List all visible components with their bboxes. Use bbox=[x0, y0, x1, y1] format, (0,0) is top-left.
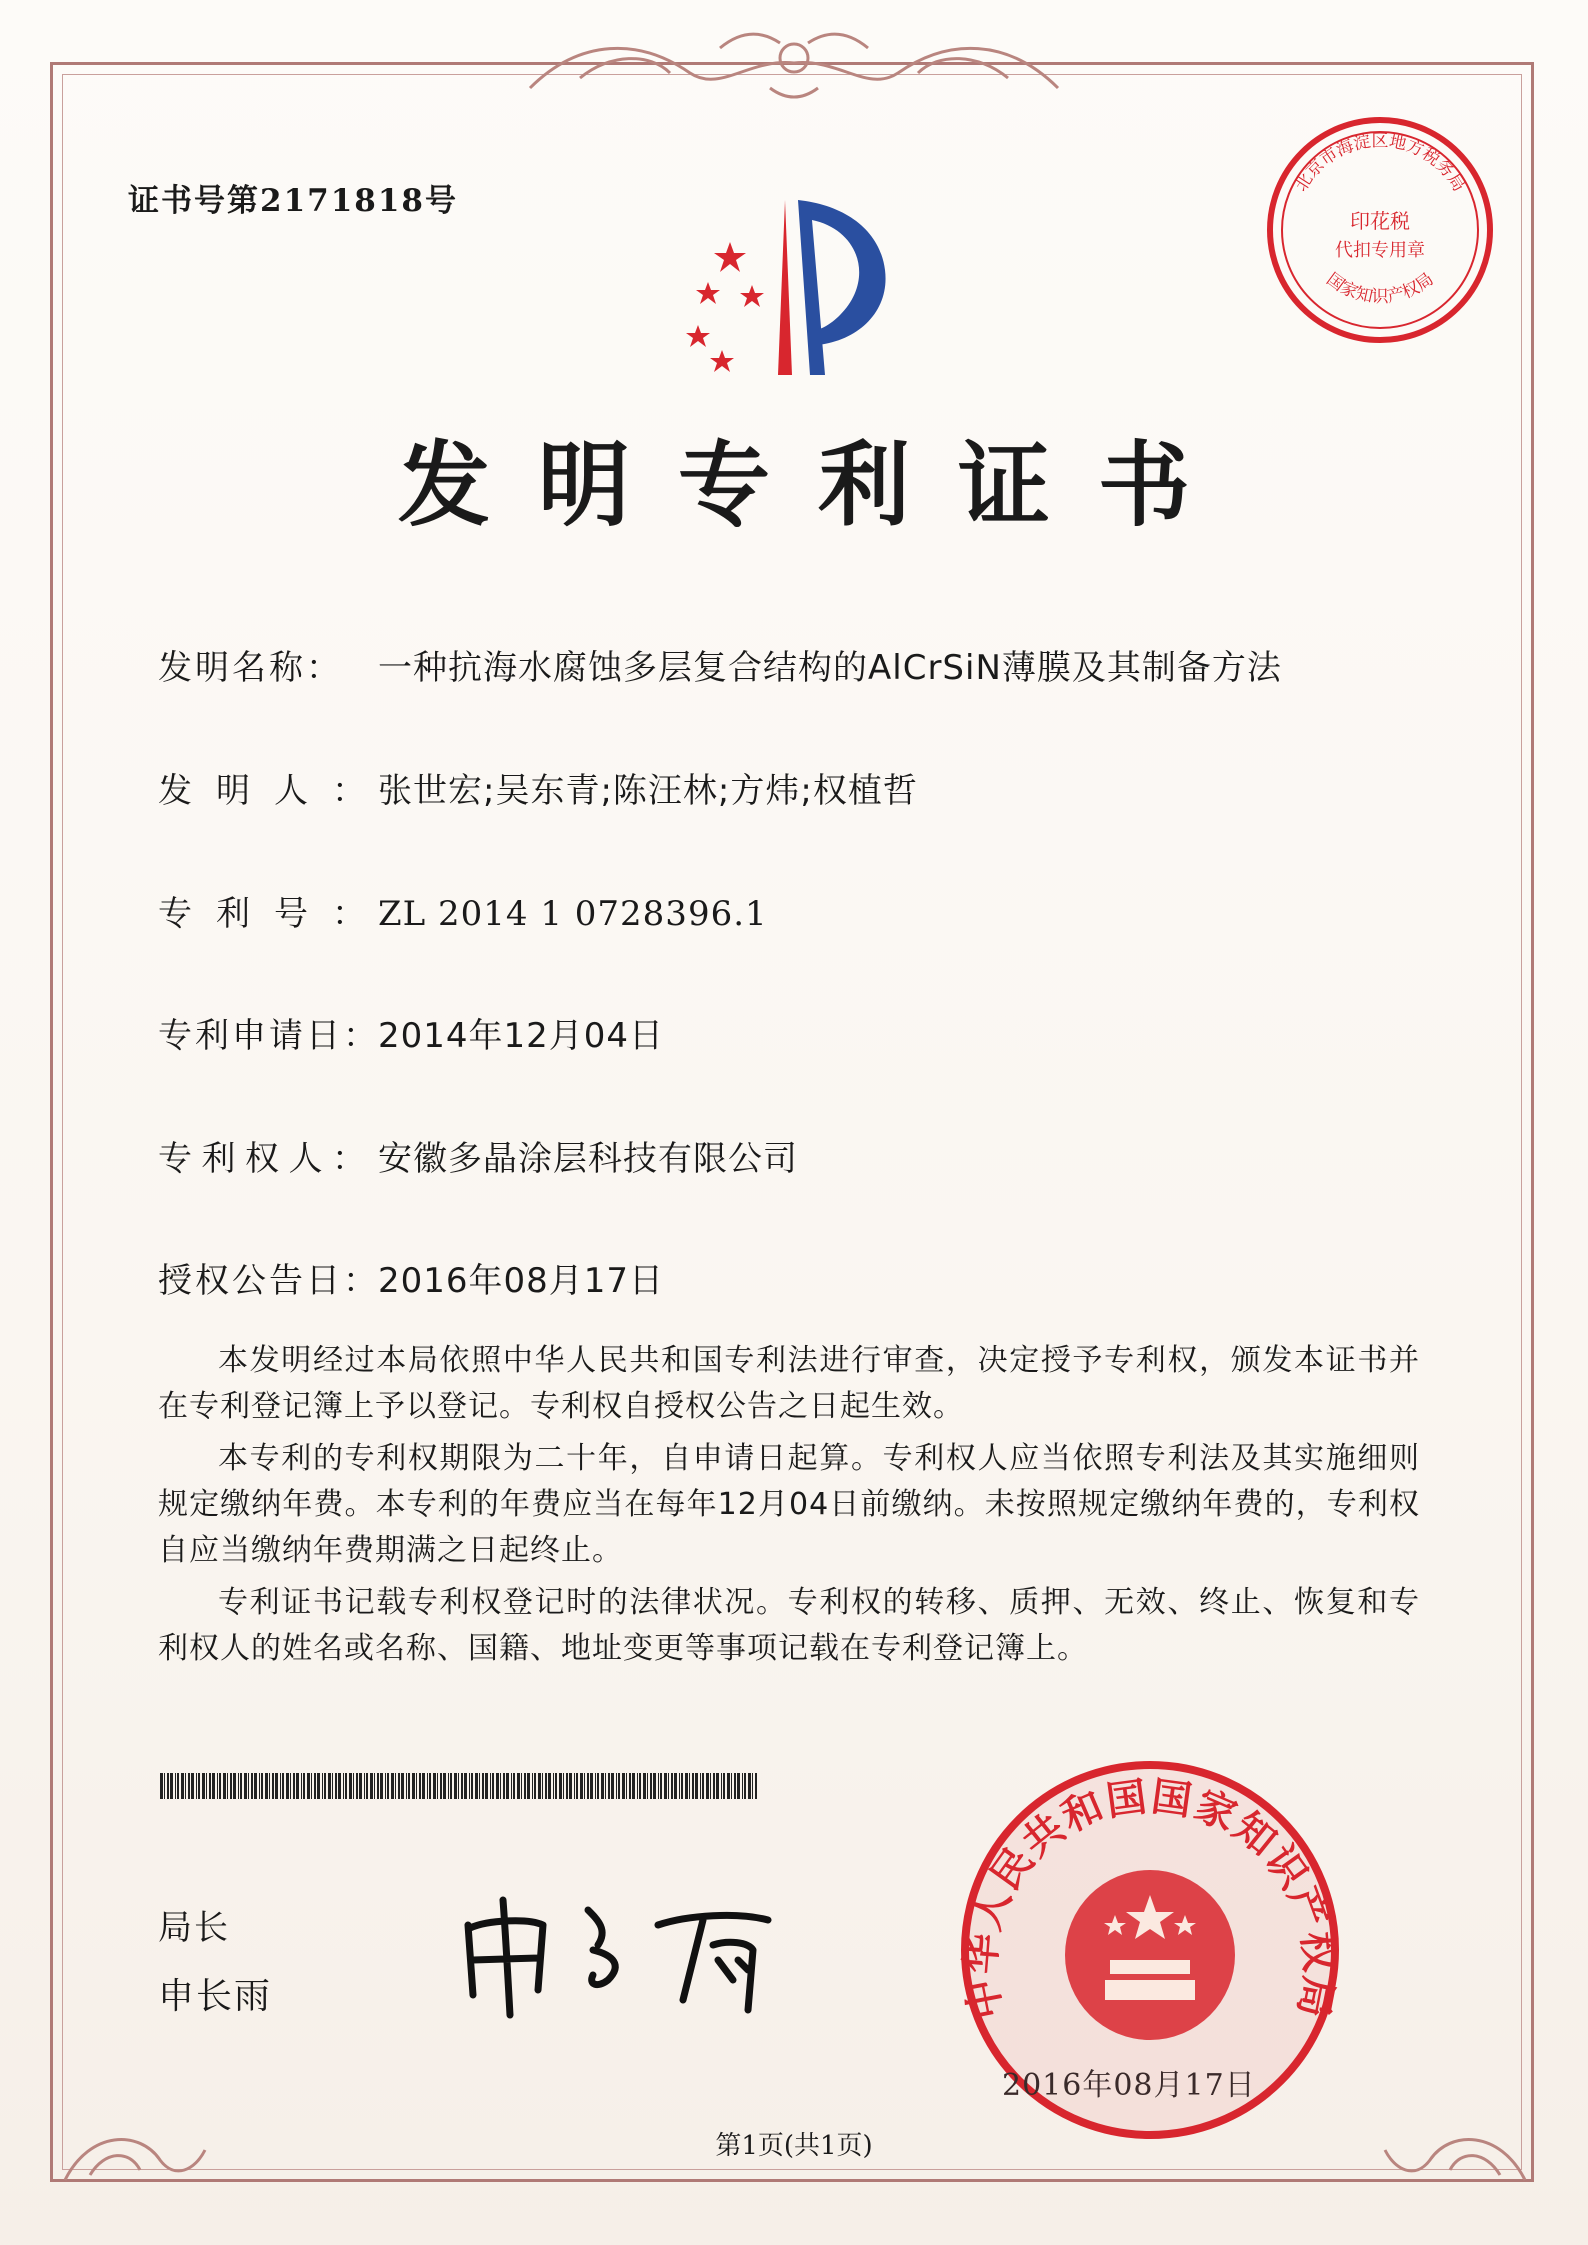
barcode-bar bbox=[689, 1773, 690, 1799]
barcode-bar bbox=[650, 1773, 652, 1799]
barcode-bar bbox=[429, 1773, 431, 1799]
barcode-bar bbox=[700, 1773, 701, 1799]
barcode-bar bbox=[398, 1773, 400, 1799]
barcode-bar bbox=[574, 1773, 575, 1799]
barcode-bar bbox=[219, 1773, 221, 1799]
barcode-bar bbox=[496, 1773, 499, 1799]
barcode-bar bbox=[335, 1773, 337, 1799]
barcode-bar bbox=[175, 1773, 176, 1799]
barcode-bar bbox=[671, 1773, 673, 1799]
svg-text:国家知识产权局: 国家知识产权局 bbox=[1322, 269, 1438, 308]
barcode-bar bbox=[160, 1773, 163, 1799]
barcode-bar bbox=[254, 1773, 257, 1799]
barcode-bar bbox=[233, 1773, 236, 1799]
barcode-bar bbox=[469, 1773, 470, 1799]
barcode-bar bbox=[587, 1773, 589, 1799]
barcode-bar bbox=[374, 1773, 375, 1799]
barcode-bar bbox=[601, 1773, 604, 1799]
barcode-bar bbox=[692, 1773, 694, 1799]
barcode-bar bbox=[272, 1773, 274, 1799]
barcode-bar bbox=[584, 1773, 585, 1799]
barcode-bar bbox=[622, 1773, 625, 1799]
barcode-bar bbox=[275, 1773, 278, 1799]
barcode-bar bbox=[590, 1773, 593, 1799]
barcode-bar bbox=[343, 1773, 344, 1799]
barcode-bar bbox=[548, 1773, 551, 1799]
barcode-bar bbox=[328, 1773, 331, 1799]
barcode-bar bbox=[563, 1773, 564, 1799]
barcode-bar bbox=[559, 1773, 562, 1799]
barcode-bar bbox=[448, 1773, 449, 1799]
director-title: 局长 bbox=[158, 1908, 230, 1948]
barcode-bar bbox=[524, 1773, 526, 1799]
barcode-bar bbox=[545, 1773, 547, 1799]
barcode-bar bbox=[731, 1773, 732, 1799]
barcode-bar bbox=[422, 1773, 425, 1799]
barcode-bar bbox=[580, 1773, 583, 1799]
barcode-bar bbox=[345, 1773, 347, 1799]
page-title: 发明专利证书 bbox=[397, 432, 1238, 539]
barcode-bar bbox=[721, 1773, 722, 1799]
barcode-bar bbox=[356, 1773, 358, 1799]
certificate-number: 证书号第2171818号 bbox=[128, 183, 458, 219]
body-paragraph-1: 本发明经过本局依照中华人民共和国专利法进行审查，决定授予专利权，颁发本证书并在专利登记簿上予以登记。专利权自授权公告之日起生效。 bbox=[158, 1343, 1420, 1424]
barcode-bar bbox=[261, 1773, 263, 1799]
barcode-bar bbox=[419, 1773, 421, 1799]
grant-date-row bbox=[158, 1253, 664, 1302]
barcode-bar bbox=[223, 1773, 226, 1799]
barcode-bar bbox=[511, 1773, 512, 1799]
barcode-bar bbox=[349, 1773, 352, 1799]
barcode-bar bbox=[755, 1773, 757, 1799]
svg-text:代扣专用章: 代扣专用章 bbox=[1335, 240, 1425, 261]
svg-text:北京市海淀区地方税务局: 北京市海淀区地方税务局 bbox=[1291, 131, 1469, 196]
barcode-bar bbox=[269, 1773, 270, 1799]
barcode-bar bbox=[611, 1773, 614, 1799]
inventors-row bbox=[158, 763, 918, 812]
barcode-bar bbox=[626, 1773, 627, 1799]
barcode-bar bbox=[395, 1773, 396, 1799]
body-paragraph-2: 本专利的专利权期限为二十年，自申请日起算。专利权人应当依照专利法及其实施细则规定缴纳年费。本专利的年费应当在每年12月04日前缴纳。未按照规定缴纳年费的，专利权自应当缴纳年费期满之日起终止。 bbox=[158, 1441, 1420, 1568]
svg-text:中华人民共和国国家知识产权局: 中华人民共和国国家知识产权局 bbox=[957, 1773, 1343, 2024]
barcode-bar bbox=[286, 1773, 289, 1799]
barcode-bar bbox=[196, 1773, 197, 1799]
barcode-bar bbox=[303, 1773, 305, 1799]
barcode-bar bbox=[674, 1773, 677, 1799]
barcode-bar bbox=[212, 1773, 215, 1799]
barcode-bar bbox=[282, 1773, 284, 1799]
barcode-bar bbox=[259, 1773, 260, 1799]
barcode-bar bbox=[177, 1773, 179, 1799]
barcode-bar bbox=[566, 1773, 568, 1799]
barcode-bar bbox=[251, 1773, 253, 1799]
barcode-bar bbox=[401, 1773, 404, 1799]
barcode-bar bbox=[238, 1773, 239, 1799]
barcode-bar bbox=[723, 1773, 725, 1799]
barcode-bar bbox=[471, 1773, 473, 1799]
barcode-bar bbox=[637, 1773, 638, 1799]
barcode-bar bbox=[164, 1773, 165, 1799]
barcode-bar bbox=[440, 1773, 442, 1799]
barcode-bar bbox=[616, 1773, 617, 1799]
barcode-bar bbox=[437, 1773, 438, 1799]
barcode-bar bbox=[443, 1773, 446, 1799]
barcode-bar bbox=[209, 1773, 211, 1799]
tax-seal-stamp bbox=[1260, 110, 1500, 350]
barcode-bar bbox=[427, 1773, 428, 1799]
inventors-value: 张世宏;吴东青;陈汪林;方炜;权植哲 bbox=[378, 771, 918, 811]
barcode-bar bbox=[608, 1773, 610, 1799]
barcode-bar bbox=[668, 1773, 669, 1799]
barcode-bar bbox=[380, 1773, 383, 1799]
barcode-bar bbox=[167, 1773, 169, 1799]
barcode-bar bbox=[461, 1773, 463, 1799]
barcode-bar bbox=[366, 1773, 368, 1799]
patentee-label: 专利权人： bbox=[158, 1139, 366, 1179]
barcode-bar bbox=[742, 1773, 743, 1799]
grant-date-value: 2016年08月17日 bbox=[378, 1261, 665, 1301]
barcode-bar bbox=[534, 1773, 536, 1799]
barcode-bar bbox=[311, 1773, 312, 1799]
invention-name-label: 发明名称： bbox=[158, 648, 343, 688]
barcode-bar bbox=[191, 1773, 194, 1799]
barcode-bar bbox=[713, 1773, 715, 1799]
barcode-bar bbox=[185, 1773, 186, 1799]
barcode-bar bbox=[542, 1773, 543, 1799]
barcode-bar bbox=[322, 1773, 323, 1799]
barcode-bar bbox=[727, 1773, 730, 1799]
barcode-bar bbox=[660, 1773, 662, 1799]
barcode-bar bbox=[290, 1773, 291, 1799]
barcode-bar bbox=[314, 1773, 316, 1799]
barcode-bar bbox=[485, 1773, 488, 1799]
barcode-bar bbox=[653, 1773, 656, 1799]
barcode-bar bbox=[710, 1773, 711, 1799]
barcode-bar bbox=[576, 1773, 578, 1799]
top-ornament bbox=[520, 18, 1068, 108]
barcode-bar bbox=[664, 1773, 667, 1799]
barcode-bar bbox=[553, 1773, 554, 1799]
barcode-bar bbox=[629, 1773, 631, 1799]
page-number: 第1页(共1页) bbox=[715, 2131, 873, 2161]
patent-number-label: 专利号： bbox=[158, 894, 366, 934]
barcode-bar bbox=[464, 1773, 467, 1799]
barcode-bar bbox=[597, 1773, 599, 1799]
patent-number-value: ZL 2014 1 0728396.1 bbox=[378, 894, 768, 934]
seal-date: 2016年08月17日 bbox=[1002, 2068, 1256, 2103]
barcode-bar bbox=[702, 1773, 704, 1799]
inventors-label: 发明人： bbox=[158, 771, 366, 811]
barcode-bar bbox=[416, 1773, 417, 1799]
barcode-bar bbox=[385, 1773, 386, 1799]
director-name: 申长雨 bbox=[158, 1976, 273, 2017]
barcode-bar bbox=[716, 1773, 719, 1799]
barcode-bar bbox=[569, 1773, 572, 1799]
barcode-bar bbox=[170, 1773, 173, 1799]
barcode-bar bbox=[181, 1773, 184, 1799]
barcode-bar bbox=[198, 1773, 200, 1799]
barcode-bar bbox=[475, 1773, 478, 1799]
barcode-bar bbox=[280, 1773, 281, 1799]
barcode-bar bbox=[324, 1773, 326, 1799]
barcode-bar bbox=[377, 1773, 379, 1799]
barcode-bar bbox=[217, 1773, 218, 1799]
filing-date-value: 2014年12月04日 bbox=[378, 1016, 665, 1056]
grant-date-label: 授权公告日： bbox=[158, 1261, 380, 1301]
barcode-bar bbox=[391, 1773, 394, 1799]
patentee-value: 安徽多晶涂层科技有限公司 bbox=[378, 1139, 798, 1179]
certificate-body bbox=[158, 1338, 1420, 1678]
barcode-bar bbox=[240, 1773, 242, 1799]
barcode-bar bbox=[296, 1773, 299, 1799]
filing-date-row bbox=[158, 1008, 664, 1057]
barcode-bar bbox=[744, 1773, 746, 1799]
patent-office-logo-icon bbox=[660, 190, 920, 390]
barcode-bar bbox=[647, 1773, 648, 1799]
barcode-bar bbox=[681, 1773, 683, 1799]
barcode-bar bbox=[450, 1773, 452, 1799]
barcode-bar bbox=[387, 1773, 389, 1799]
patentee-row bbox=[158, 1131, 798, 1180]
body-paragraph-3: 专利证书记载专利权登记时的法律状况。专利权的转移、质押、无效、终止、恢复和专利权人的姓名或名称、国籍、地址变更等事项记载在专利登记簿上。 bbox=[158, 1585, 1420, 1666]
barcode-bar bbox=[679, 1773, 680, 1799]
patent-number-row bbox=[158, 886, 768, 935]
barcode-bar bbox=[492, 1773, 494, 1799]
director-signature bbox=[448, 1870, 808, 2020]
barcode-bar bbox=[479, 1773, 480, 1799]
barcode-bar bbox=[500, 1773, 501, 1799]
invention-name-row bbox=[158, 640, 1282, 689]
barcode-bar bbox=[248, 1773, 249, 1799]
barcode-bar bbox=[332, 1773, 333, 1799]
barcode-bar bbox=[227, 1773, 228, 1799]
barcode-bar bbox=[353, 1773, 354, 1799]
barcode-bar bbox=[338, 1773, 341, 1799]
barcode-bar bbox=[618, 1773, 620, 1799]
barcode-bar bbox=[737, 1773, 740, 1799]
barcode bbox=[160, 1773, 760, 1799]
barcode-bar bbox=[695, 1773, 698, 1799]
barcode-bar bbox=[359, 1773, 362, 1799]
barcode-bar bbox=[685, 1773, 688, 1799]
barcode-bar bbox=[244, 1773, 247, 1799]
barcode-bar bbox=[307, 1773, 310, 1799]
barcode-bar bbox=[458, 1773, 459, 1799]
filing-date-label: 专利申请日： bbox=[158, 1016, 380, 1056]
barcode-bar bbox=[364, 1773, 365, 1799]
barcode-bar bbox=[706, 1773, 709, 1799]
barcode-bar bbox=[752, 1773, 753, 1799]
barcode-bar bbox=[408, 1773, 410, 1799]
svg-text:印花税: 印花税 bbox=[1350, 209, 1410, 233]
barcode-bar bbox=[632, 1773, 635, 1799]
barcode-bar bbox=[538, 1773, 541, 1799]
barcode-bar bbox=[406, 1773, 407, 1799]
barcode-bar bbox=[454, 1773, 457, 1799]
barcode-bar bbox=[748, 1773, 751, 1799]
barcode-bar bbox=[265, 1773, 268, 1799]
barcode-bar bbox=[521, 1773, 522, 1799]
barcode-bar bbox=[605, 1773, 606, 1799]
barcode-bar bbox=[532, 1773, 533, 1799]
barcode-bar bbox=[658, 1773, 659, 1799]
barcode-bar bbox=[555, 1773, 557, 1799]
barcode-bar bbox=[188, 1773, 190, 1799]
barcode-bar bbox=[293, 1773, 295, 1799]
barcode-bar bbox=[527, 1773, 530, 1799]
barcode-bar bbox=[506, 1773, 509, 1799]
barcode-bar bbox=[503, 1773, 505, 1799]
barcode-bar bbox=[482, 1773, 484, 1799]
barcode-bar bbox=[206, 1773, 207, 1799]
barcode-bar bbox=[301, 1773, 302, 1799]
barcode-bar bbox=[643, 1773, 646, 1799]
barcode-bar bbox=[412, 1773, 415, 1799]
barcode-bar bbox=[513, 1773, 515, 1799]
barcode-bar bbox=[639, 1773, 641, 1799]
barcode-bar bbox=[370, 1773, 373, 1799]
barcode-bar bbox=[490, 1773, 491, 1799]
invention-name-value: 一种抗海水腐蚀多层复合结构的AlCrSiN薄膜及其制备方法 bbox=[378, 648, 1282, 688]
barcode-bar bbox=[202, 1773, 205, 1799]
barcode-bar bbox=[517, 1773, 520, 1799]
barcode-bar bbox=[317, 1773, 320, 1799]
barcode-bar bbox=[433, 1773, 436, 1799]
barcode-bar bbox=[230, 1773, 232, 1799]
barcode-bar bbox=[595, 1773, 596, 1799]
barcode-bar bbox=[734, 1773, 736, 1799]
